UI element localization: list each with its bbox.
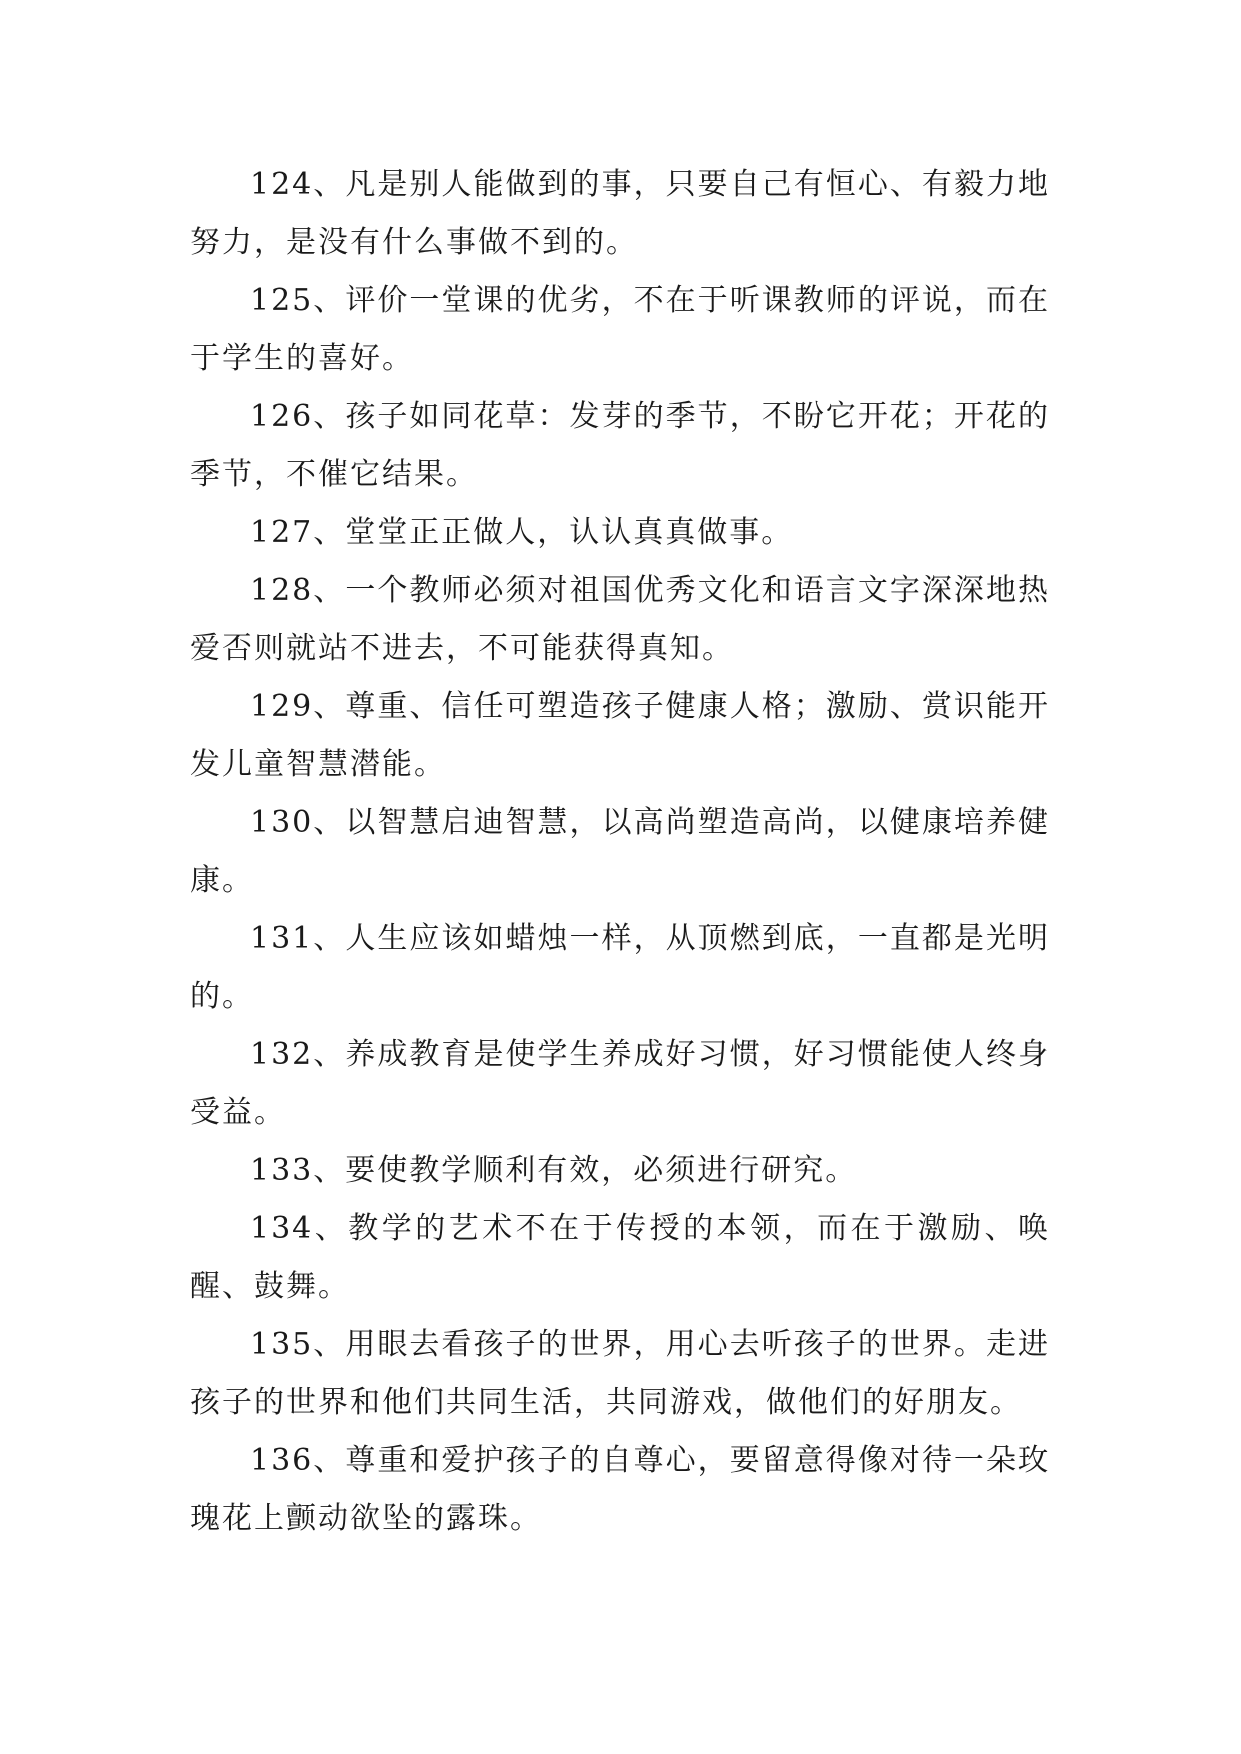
- quote-127: 127、堂堂正正做人，认认真真做事。: [250, 515, 794, 550]
- quote-124: 124、凡是别人能做到的事，只要自己有恒心、有毅力地努力，是没有什么事做不到的。: [190, 167, 1050, 260]
- quote-136: 136、尊重和爱护孩子的自尊心，要留意得像对待一朵玫瑰花上颤动欲坠的露珠。: [190, 1443, 1050, 1536]
- quote-135: 135、用眼去看孩子的世界，用心去听孩子的世界。走进孩子的世界和他们共同生活，共同游戏，做他们的好朋友。: [190, 1327, 1050, 1420]
- quote-131: 131、人生应该如蜡烛一样，从顶燃到底，一直都是光明的。: [190, 921, 1050, 1014]
- quote-128: 128、一个教师必须对祖国优秀文化和语言文字深深地热爱否则就站不进去，不可能获得真知。: [190, 573, 1050, 666]
- quote-129: 129、尊重、信任可塑造孩子健康人格；激励、赏识能开发儿童智慧潜能。: [190, 689, 1050, 782]
- quote-134: 134、教学的艺术不在于传授的本领，而在于激励、唤醒、鼓舞。: [190, 1211, 1050, 1304]
- document-body: [190, 156, 1050, 1548]
- quote-126: 126、孩子如同花草：发芽的季节，不盼它开花；开花的季节，不催它结果。: [190, 399, 1050, 492]
- quote-130: 130、以智慧启迪智慧，以高尚塑造高尚，以健康培养健康。: [190, 805, 1050, 898]
- quote-132: 132、养成教育是使学生养成好习惯，好习惯能使人终身受益。: [190, 1037, 1050, 1130]
- quote-133: 133、要使教学顺利有效，必须进行研究。: [250, 1153, 858, 1188]
- quote-125: 125、评价一堂课的优劣，不在于听课教师的评说，而在于学生的喜好。: [190, 283, 1050, 376]
